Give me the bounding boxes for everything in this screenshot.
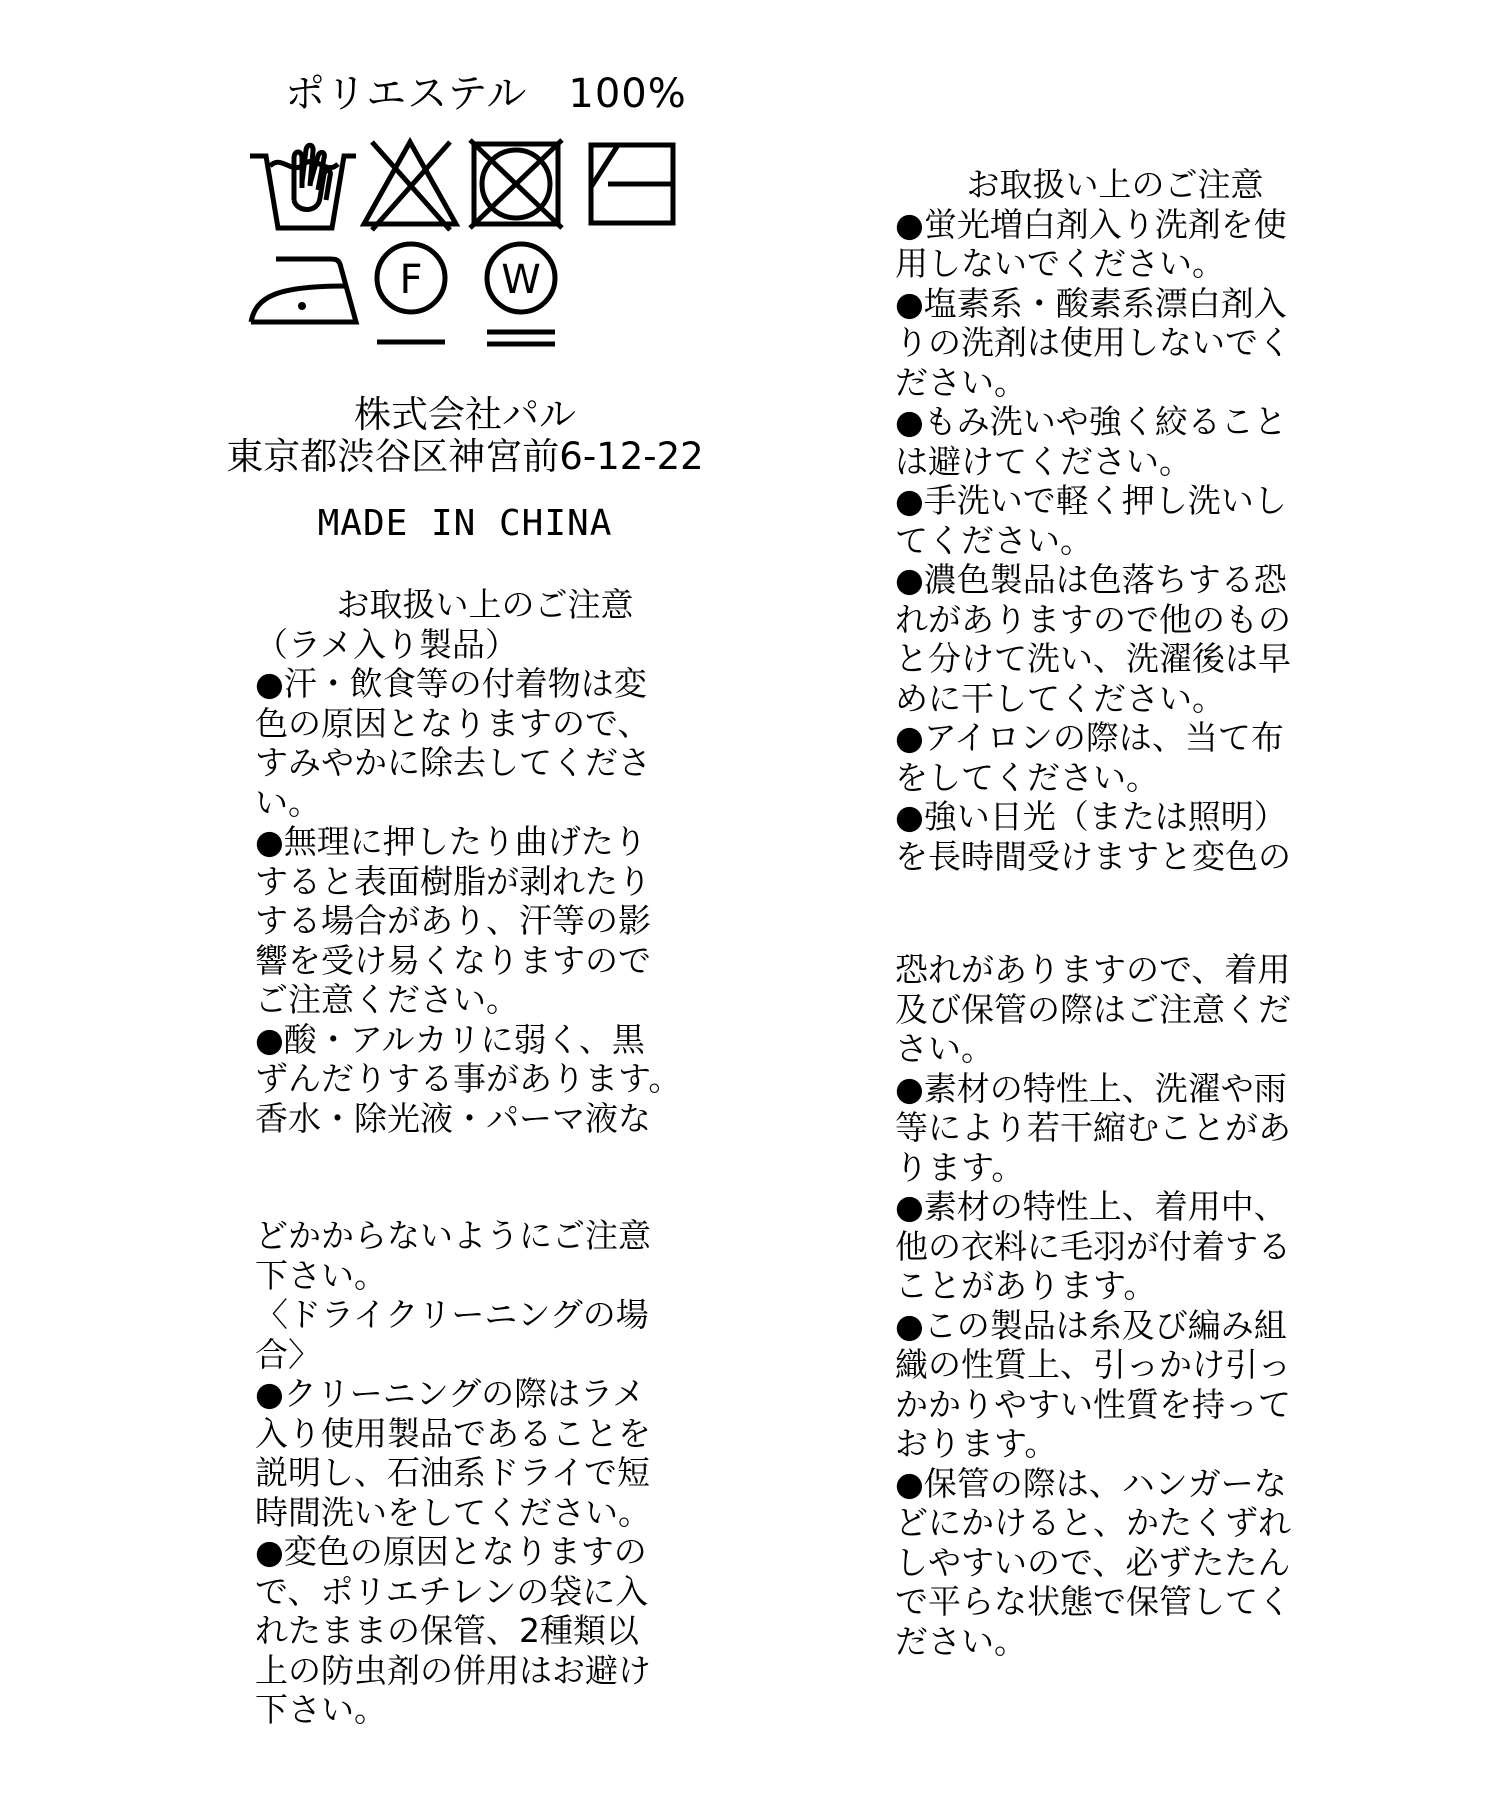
care-note-line: すると表面樹脂が剥れたり bbox=[255, 861, 651, 901]
care-note-line: する場合があり、汗等の影 bbox=[255, 901, 651, 940]
care-note-line: ●この製品は糸及び編み組 bbox=[895, 1305, 1287, 1345]
company-address: 東京都渋谷区神宮前6-12-22 bbox=[226, 435, 704, 478]
care-note-line: 等により若干縮むことがあ bbox=[895, 1108, 1291, 1147]
care-note-line: 説明し、石油系ドライで短 bbox=[255, 1453, 651, 1492]
care-note-line: 及び保管の際はご注意くだ bbox=[895, 989, 1291, 1029]
left-heading: お取扱い上のご注意 bbox=[336, 585, 634, 624]
right-heading: お取扱い上のご注意 bbox=[966, 165, 1264, 204]
care-note-line: めに干してください。 bbox=[895, 678, 1225, 718]
care-note-line: 恐れがありますので、着用 bbox=[895, 950, 1291, 989]
care-note-line: どにかけると、かたくずれ bbox=[895, 1503, 1291, 1542]
care-note-line: すみやかに除去してくださ bbox=[255, 743, 651, 782]
care-note-line: 下さい。 bbox=[255, 1690, 387, 1729]
right-care-notes-continued bbox=[895, 950, 1335, 1661]
care-note-line: は避けてください。 bbox=[895, 441, 1192, 481]
care-note-line: ずんだりする事があります。 bbox=[255, 1059, 682, 1098]
right-notes-part1 bbox=[895, 205, 1335, 877]
left-notes-part2 bbox=[255, 1216, 715, 1730]
care-note-line: 香水・除光液・パーマ液な bbox=[255, 1098, 651, 1138]
care-symbols bbox=[248, 138, 688, 353]
material-composition: ポリエステル 100% bbox=[285, 71, 687, 117]
wet-clean-w-very-gentle-icon bbox=[481, 238, 561, 350]
care-note-line: どかからないようにご注意 bbox=[255, 1216, 651, 1255]
left-notes-part1 bbox=[255, 664, 715, 1138]
care-note-line: ●保管の際は、ハンガーな bbox=[895, 1463, 1287, 1503]
care-note-line: ●手洗いで軽く押し洗いし bbox=[895, 481, 1287, 520]
care-note-line: ●変色の原因となりますの bbox=[255, 1532, 647, 1571]
left-care-notes bbox=[255, 585, 715, 1138]
care-note-line: ります。 bbox=[895, 1147, 1025, 1187]
care-note-line: ●もみ洗いや強く絞ること bbox=[895, 402, 1287, 441]
care-note-line: 用しないでください。 bbox=[895, 244, 1225, 283]
care-note-line: をしてください。 bbox=[895, 757, 1159, 797]
care-note-line: ●無理に押したり曲げたり bbox=[255, 822, 647, 861]
care-note-line: ●素材の特性上、着用中、 bbox=[895, 1187, 1287, 1226]
care-note-line: い。 bbox=[255, 782, 321, 822]
svg-text:F: F bbox=[399, 257, 423, 303]
care-note-line: ●汗・飲食等の付着物は変 bbox=[255, 664, 647, 703]
care-note-line: ●素材の特性上、洗濯や雨 bbox=[895, 1068, 1287, 1108]
care-note-line: れがありますので他のもの bbox=[895, 599, 1291, 639]
care-note-line: 下さい。 bbox=[255, 1255, 387, 1295]
company-name: 株式会社パル bbox=[354, 393, 576, 436]
care-note-line: ●強い日光（または照明） bbox=[895, 797, 1287, 836]
care-note-line: ●塩素系・酸素系漂白剤入 bbox=[895, 283, 1287, 323]
right-care-notes bbox=[895, 165, 1335, 876]
dry-clean-f-gentle-icon bbox=[371, 238, 451, 350]
care-note-line: りの洗剤は使用しないでく bbox=[895, 323, 1291, 362]
care-note-line: ご注意ください。 bbox=[255, 980, 519, 1019]
care-note-line: 入り使用製品であることを bbox=[255, 1413, 651, 1453]
left-subheading: （ラメ入り製品） bbox=[255, 624, 519, 664]
left-care-notes-continued bbox=[255, 1216, 715, 1730]
care-note-line: ●クリーニングの際はラメ bbox=[255, 1374, 646, 1413]
care-note-line: てください。 bbox=[895, 520, 1093, 560]
care-note-line: ださい。 bbox=[895, 1621, 1027, 1661]
care-note-line: 織の性質上、引っかけ引っ bbox=[895, 1345, 1291, 1384]
care-note-line: しやすいので、必ずたたん bbox=[895, 1542, 1291, 1582]
line-dry-in-shade-icon bbox=[588, 142, 678, 228]
care-note-line: 時間洗いをしてください。 bbox=[255, 1492, 651, 1532]
care-note-line: 合〉 bbox=[255, 1334, 321, 1374]
care-note-line: れたままの保管、2種類以 bbox=[255, 1611, 639, 1650]
care-note-line: ださい。 bbox=[895, 362, 1027, 402]
hand-wash-icon bbox=[248, 138, 358, 233]
care-note-line: ●蛍光増白剤入り洗剤を使 bbox=[895, 204, 1287, 244]
no-tumble-dry-icon bbox=[470, 140, 564, 230]
no-bleach-icon bbox=[360, 138, 460, 233]
care-note-line: 色の原因となりますので、 bbox=[255, 703, 651, 743]
care-note-line: ●アイロンの際は、当て布 bbox=[895, 718, 1284, 757]
country-of-origin: MADE IN CHINA bbox=[317, 503, 613, 544]
care-note-line: を長時間受けますと変色の bbox=[895, 836, 1291, 876]
company-info bbox=[215, 394, 715, 478]
care-note-line: 他の衣料に毛羽が付着する bbox=[895, 1226, 1291, 1266]
right-notes-part2 bbox=[895, 950, 1335, 1661]
care-note-line: で平らな状態で保管してく bbox=[895, 1582, 1291, 1621]
care-note-line: かかりやすい性質を持って bbox=[895, 1384, 1291, 1424]
care-note-line: 〈ドライクリーニングの場 bbox=[255, 1295, 649, 1334]
care-note-line: と分けて洗い、洗濯後は早 bbox=[895, 639, 1291, 678]
care-note-line: ことがあります。 bbox=[895, 1266, 1157, 1305]
care-note-line: で、ポリエチレンの袋に入 bbox=[255, 1571, 649, 1611]
iron-low-temperature-icon bbox=[248, 256, 363, 326]
care-note-line: 響を受け易くなりますので bbox=[255, 940, 651, 980]
care-note-line: 上の防虫剤の併用はお避け bbox=[255, 1650, 651, 1690]
care-note-line: ●酸・アルカリに弱く、黒 bbox=[255, 1019, 645, 1059]
care-note-line: ●濃色製品は色落ちする恐 bbox=[895, 560, 1287, 599]
svg-text:W: W bbox=[501, 257, 541, 303]
care-note-line: おります。 bbox=[895, 1424, 1058, 1463]
care-note-line: さい。 bbox=[895, 1029, 994, 1068]
